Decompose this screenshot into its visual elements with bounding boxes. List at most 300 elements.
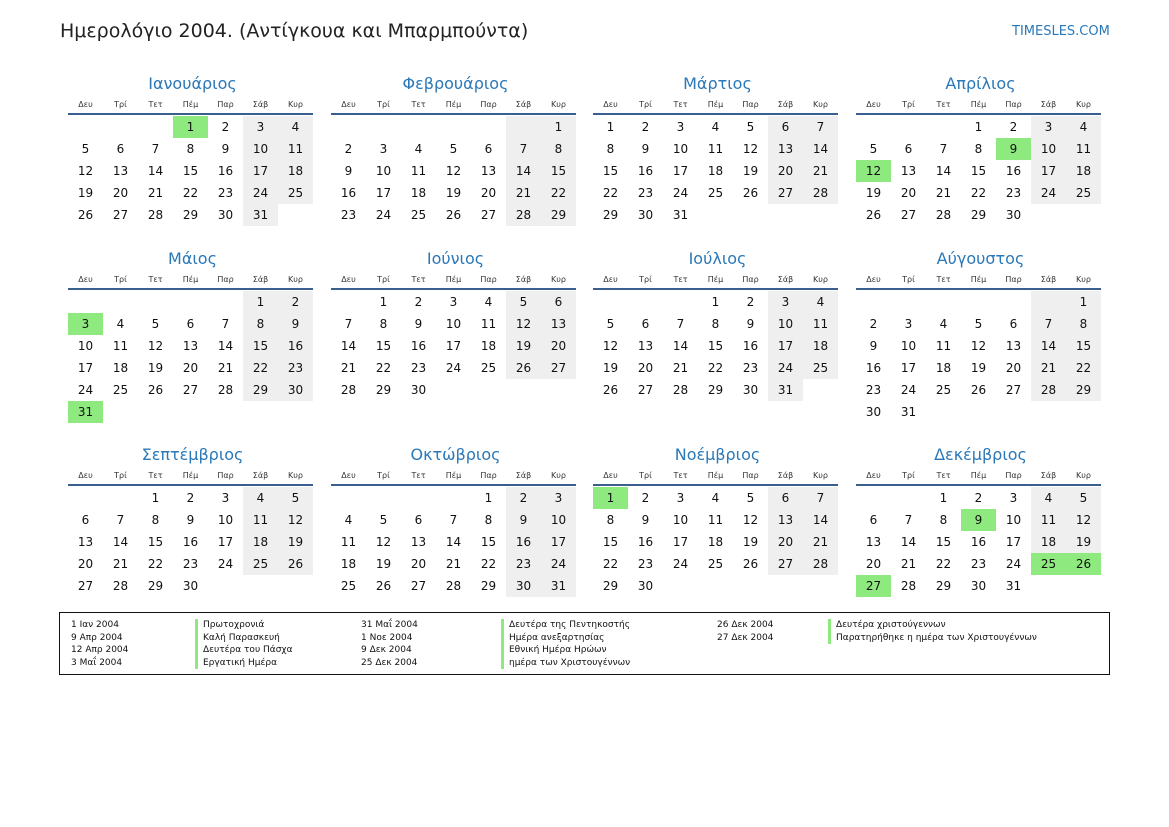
empty-day-cell — [856, 116, 891, 138]
day-cell: 22 — [935, 557, 952, 571]
weekday-label: Τετ — [936, 471, 951, 480]
day-cell: 1 — [484, 491, 493, 505]
day-cell: 4 — [116, 317, 125, 331]
day-cell: 1 — [541, 116, 576, 138]
weekday-label: Πέμ — [970, 100, 987, 109]
day-cell: 6 — [484, 142, 493, 156]
empty-day-cell — [331, 487, 366, 509]
day-cell: 3 — [1031, 116, 1066, 138]
legend-holiday-name: Δευτέρα χριστούγεννων — [828, 619, 1037, 632]
day-cell: 17 — [243, 160, 278, 182]
day-cell: 8 — [541, 138, 576, 160]
day-cell: 19 — [506, 335, 541, 357]
weekday-label: Τρί — [902, 100, 915, 109]
day-cell: 10 — [445, 317, 462, 331]
month-calendar — [70, 248, 315, 423]
day-cell: 3 — [768, 291, 803, 313]
day-cell: 16 — [970, 535, 987, 549]
weekday-label: Πέμ — [970, 471, 987, 480]
empty-day-cell — [996, 401, 1031, 423]
day-cell: 31 — [900, 405, 917, 419]
day-cell: 7 — [151, 142, 160, 156]
legend-date: 1 Νοε 2004 — [361, 632, 413, 643]
day-cell: 12 — [445, 164, 462, 178]
day-cell: 17 — [217, 535, 234, 549]
weekday-header — [68, 99, 315, 113]
day-cell: 12 — [742, 513, 759, 527]
weekday-label: Τρί — [902, 471, 915, 480]
day-cell: 16 — [637, 164, 654, 178]
day-cell: 30 — [278, 379, 313, 401]
day-cell: 25 — [410, 208, 427, 222]
day-cell: 6 — [116, 142, 125, 156]
legend-holiday-name: Ημέρα ανεξαρτησίας — [501, 632, 630, 645]
day-cell: 26 — [506, 357, 541, 379]
empty-day-cell — [103, 291, 138, 313]
legend-names-col2 — [501, 619, 630, 669]
day-cell: 31 — [541, 575, 576, 597]
day-cell: 1 — [939, 491, 948, 505]
legend-holiday-name: Καλή Παρασκευή — [195, 632, 293, 645]
day-cell: 21 — [340, 361, 357, 375]
weekday-header — [856, 99, 1103, 113]
weekday-label: Τρί — [377, 471, 390, 480]
day-cell: 20 — [410, 557, 427, 571]
day-grid — [856, 116, 1103, 226]
weekday-label: Παρ — [742, 275, 759, 284]
day-cell: 15 — [480, 535, 497, 549]
day-cell: 2 — [221, 120, 230, 134]
day-cell: 10 — [77, 339, 94, 353]
day-cell: 27 — [900, 208, 917, 222]
day-cell: 22 — [1066, 357, 1101, 379]
weekday-label: Δευ — [341, 275, 356, 284]
day-cell: 20 — [1005, 361, 1022, 375]
month-title: Ιούλιος — [688, 249, 747, 268]
day-cell: 14 — [506, 160, 541, 182]
weekday-label: Δευ — [603, 471, 618, 480]
day-cell: 30 — [506, 575, 541, 597]
empty-day-cell — [68, 116, 103, 138]
day-cell: 21 — [672, 361, 689, 375]
day-grid — [331, 487, 578, 597]
header-rule — [856, 113, 1101, 115]
day-cell: 20 — [768, 160, 803, 182]
day-cell: 8 — [606, 513, 615, 527]
day-cell: 3 — [676, 491, 685, 505]
day-cell: 24 — [672, 557, 689, 571]
weekday-header — [593, 274, 840, 288]
day-cell: 20 — [637, 361, 654, 375]
empty-day-cell — [243, 575, 278, 597]
day-cell: 28 — [340, 383, 357, 397]
day-cell: 9 — [344, 164, 353, 178]
legend-names-col3 — [828, 619, 1037, 644]
day-cell: 1 — [151, 491, 160, 505]
weekday-label: Σάβ — [1040, 100, 1057, 109]
day-cell: 20 — [768, 531, 803, 553]
day-cell: 18 — [935, 361, 952, 375]
empty-day-cell — [103, 401, 138, 423]
day-cell: 17 — [445, 339, 462, 353]
month-title: Σεπτέμβριος — [141, 445, 244, 464]
day-cell: 19 — [147, 361, 164, 375]
day-cell: 30 — [970, 579, 987, 593]
day-cell: 5 — [746, 491, 755, 505]
empty-day-cell — [891, 291, 926, 313]
empty-day-cell — [506, 379, 541, 401]
site-link[interactable]: TIMESLES.COM — [1012, 24, 1110, 39]
day-cell: 11 — [480, 317, 497, 331]
weekday-label: Τετ — [411, 275, 426, 284]
weekday-label: Κυρ — [288, 471, 303, 480]
day-cell: 19 — [742, 535, 759, 549]
day-cell: 18 — [1066, 160, 1101, 182]
empty-day-cell — [1031, 204, 1066, 226]
day-cell: 13 — [768, 509, 803, 531]
day-cell: 24 — [217, 557, 234, 571]
weekday-label: Δευ — [78, 471, 93, 480]
header-rule — [856, 484, 1101, 486]
day-cell: 21 — [217, 361, 234, 375]
weekday-label: Παρ — [1005, 471, 1022, 480]
weekday-label: Παρ — [480, 275, 497, 284]
day-cell: 17 — [768, 335, 803, 357]
empty-day-cell — [243, 401, 278, 423]
day-cell: 16 — [865, 361, 882, 375]
day-grid — [68, 116, 315, 226]
empty-day-cell — [401, 116, 436, 138]
weekday-label: Δευ — [866, 471, 881, 480]
empty-day-cell — [926, 291, 961, 313]
day-cell: 4 — [711, 491, 720, 505]
weekday-label: Τετ — [673, 100, 688, 109]
month-calendar — [858, 444, 1103, 597]
day-cell: 3 — [449, 295, 458, 309]
day-cell: 16 — [278, 335, 313, 357]
day-cell: 2 — [344, 142, 353, 156]
legend-holiday-name: ημέρα των Χριστουγέννων — [501, 657, 630, 670]
weekday-label: Τρί — [377, 275, 390, 284]
day-cell: 3 — [221, 491, 230, 505]
day-cell: 28 — [147, 208, 164, 222]
day-cell: 6 — [414, 513, 423, 527]
empty-day-cell — [68, 291, 103, 313]
day-cell: 31 — [243, 204, 278, 226]
day-cell: 16 — [217, 164, 234, 178]
weekday-label: Τετ — [411, 100, 426, 109]
legend-dates-col2 — [361, 619, 418, 669]
day-cell: 29 — [707, 383, 724, 397]
day-cell: 27 — [182, 383, 199, 397]
weekday-label: Σάβ — [252, 100, 269, 109]
empty-day-cell — [208, 575, 243, 597]
day-cell: 16 — [1005, 164, 1022, 178]
day-cell: 9 — [186, 513, 195, 527]
day-grid — [593, 291, 840, 401]
day-cell: 25 — [278, 182, 313, 204]
day-cell: 8 — [711, 317, 720, 331]
day-cell: 9 — [869, 339, 878, 353]
day-cell: 18 — [707, 164, 724, 178]
day-cell: 25 — [112, 383, 129, 397]
day-cell: 6 — [768, 116, 803, 138]
day-cell: 24 — [768, 357, 803, 379]
month-title: Οκτώβριος — [410, 445, 501, 464]
header-rule — [331, 484, 576, 486]
weekday-header — [331, 274, 578, 288]
day-cell: 3 — [68, 313, 103, 335]
day-cell: 13 — [410, 535, 427, 549]
day-cell: 11 — [1066, 138, 1101, 160]
day-cell: 25 — [707, 557, 724, 571]
empty-day-cell — [733, 204, 768, 226]
empty-day-cell — [103, 116, 138, 138]
day-cell: 10 — [375, 164, 392, 178]
day-cell: 2 — [278, 291, 313, 313]
day-cell: 22 — [243, 357, 278, 379]
day-cell: 8 — [974, 142, 983, 156]
weekday-label: Τετ — [936, 275, 951, 284]
empty-day-cell — [803, 575, 838, 597]
day-cell: 3 — [904, 317, 913, 331]
weekday-label: Πέμ — [445, 471, 462, 480]
day-cell: 9 — [278, 313, 313, 335]
day-cell: 23 — [637, 186, 654, 200]
day-cell: 8 — [186, 142, 195, 156]
day-cell: 25 — [1031, 553, 1066, 575]
day-cell: 30 — [637, 579, 654, 593]
day-cell: 23 — [182, 557, 199, 571]
day-cell: 15 — [970, 164, 987, 178]
weekday-label: Κυρ — [288, 100, 303, 109]
empty-day-cell — [471, 379, 506, 401]
day-cell: 6 — [869, 513, 878, 527]
day-grid — [593, 487, 840, 597]
header-rule — [856, 288, 1101, 290]
day-cell: 26 — [602, 383, 619, 397]
day-cell: 23 — [506, 553, 541, 575]
holiday-legend — [59, 612, 1110, 675]
day-cell: 15 — [182, 164, 199, 178]
day-cell: 12 — [77, 164, 94, 178]
day-cell: 28 — [112, 579, 129, 593]
legend-holiday-name: Εργατική Ημέρα — [195, 657, 293, 670]
day-cell: 11 — [278, 138, 313, 160]
day-cell: 8 — [484, 513, 493, 527]
day-cell: 22 — [602, 557, 619, 571]
weekday-label: Παρ — [480, 100, 497, 109]
day-cell: 11 — [243, 509, 278, 531]
day-cell: 7 — [803, 487, 838, 509]
day-cell: 20 — [480, 186, 497, 200]
day-cell: 5 — [606, 317, 615, 331]
day-cell: 9 — [414, 317, 423, 331]
day-cell: 27 — [1005, 383, 1022, 397]
day-cell: 17 — [900, 361, 917, 375]
day-cell: 29 — [970, 208, 987, 222]
day-cell: 13 — [1005, 339, 1022, 353]
weekday-label: Κυρ — [1076, 275, 1091, 284]
day-cell: 27 — [77, 579, 94, 593]
month-title: Μάρτιος — [683, 74, 752, 93]
day-cell: 7 — [1031, 313, 1066, 335]
day-cell: 15 — [541, 160, 576, 182]
day-cell: 14 — [935, 164, 952, 178]
empty-day-cell — [366, 116, 401, 138]
legend-dates-col1 — [71, 619, 128, 669]
weekday-label: Παρ — [742, 471, 759, 480]
empty-day-cell — [541, 379, 576, 401]
day-cell: 14 — [445, 535, 462, 549]
day-cell: 23 — [278, 357, 313, 379]
day-cell: 21 — [935, 186, 952, 200]
weekday-label: Πέμ — [182, 471, 199, 480]
day-cell: 28 — [935, 208, 952, 222]
day-cell: 18 — [707, 535, 724, 549]
day-cell: 1 — [974, 120, 983, 134]
day-cell: 15 — [707, 339, 724, 353]
day-cell: 23 — [410, 361, 427, 375]
empty-day-cell — [1031, 575, 1066, 597]
weekday-label: Δευ — [78, 100, 93, 109]
month-calendar — [333, 248, 578, 401]
day-grid — [68, 487, 315, 597]
day-cell: 23 — [340, 208, 357, 222]
page-title: Ημερολόγιο 2004. (Αντίγκουα και Μπαρμπούντα) — [60, 20, 529, 42]
day-cell: 11 — [707, 142, 724, 156]
day-cell: 9 — [996, 138, 1031, 160]
day-cell: 4 — [1066, 116, 1101, 138]
day-cell: 10 — [672, 142, 689, 156]
day-cell: 12 — [602, 339, 619, 353]
empty-day-cell — [593, 291, 628, 313]
day-cell: 25 — [480, 361, 497, 375]
day-cell: 14 — [1031, 335, 1066, 357]
day-cell: 11 — [340, 535, 357, 549]
day-cell: 30 — [217, 208, 234, 222]
day-cell: 11 — [935, 339, 952, 353]
empty-day-cell — [961, 401, 996, 423]
day-cell: 11 — [1031, 509, 1066, 531]
legend-holiday-name: Παρατηρήθηκε η ημέρα των Χριστουγέννων — [828, 632, 1037, 645]
month-title: Μάιος — [168, 249, 217, 268]
weekday-header — [331, 470, 578, 484]
weekday-label: Σάβ — [777, 100, 794, 109]
day-cell: 17 — [375, 186, 392, 200]
month-calendar — [70, 444, 315, 597]
day-cell: 22 — [480, 557, 497, 571]
day-cell: 10 — [1031, 138, 1066, 160]
weekday-label: Πέμ — [445, 100, 462, 109]
day-cell: 7 — [676, 317, 685, 331]
legend-dates-col3 — [717, 619, 773, 644]
weekday-label: Πέμ — [445, 275, 462, 284]
day-cell: 16 — [742, 339, 759, 353]
day-cell: 6 — [904, 142, 913, 156]
day-cell: 20 — [865, 557, 882, 571]
header-rule — [593, 288, 838, 290]
day-cell: 5 — [869, 142, 878, 156]
legend-date: 27 Δεκ 2004 — [717, 632, 774, 643]
day-cell: 17 — [672, 164, 689, 178]
empty-day-cell — [208, 291, 243, 313]
weekday-label: Δευ — [866, 100, 881, 109]
day-cell: 17 — [541, 531, 576, 553]
day-cell: 7 — [449, 513, 458, 527]
header-rule — [593, 113, 838, 115]
day-cell: 24 — [900, 383, 917, 397]
day-cell: 23 — [742, 361, 759, 375]
month-title: Δεκέμβριος — [934, 445, 1027, 464]
weekday-header — [68, 274, 315, 288]
day-cell: 18 — [1031, 531, 1066, 553]
legend-date: 25 Δεκ 2004 — [361, 657, 418, 668]
day-cell: 11 — [803, 313, 838, 335]
day-cell: 2 — [506, 487, 541, 509]
empty-day-cell — [68, 487, 103, 509]
day-cell: 19 — [602, 361, 619, 375]
day-cell: 18 — [112, 361, 129, 375]
month-title: Φεβρουάριος — [402, 74, 509, 93]
day-cell: 12 — [970, 339, 987, 353]
day-cell: 12 — [742, 142, 759, 156]
empty-day-cell — [803, 204, 838, 226]
empty-day-cell — [856, 291, 891, 313]
day-cell: 10 — [900, 339, 917, 353]
day-cell: 22 — [182, 186, 199, 200]
day-cell: 5 — [746, 120, 755, 134]
day-cell: 28 — [506, 204, 541, 226]
day-cell: 14 — [217, 339, 234, 353]
day-cell: 8 — [379, 317, 388, 331]
weekday-label: Παρ — [217, 275, 234, 284]
day-cell: 15 — [147, 535, 164, 549]
day-cell: 1 — [1066, 291, 1101, 313]
empty-day-cell — [506, 116, 541, 138]
weekday-label: Τρί — [114, 275, 127, 284]
day-cell: 21 — [112, 557, 129, 571]
day-cell: 22 — [375, 361, 392, 375]
weekday-label: Τρί — [902, 275, 915, 284]
weekday-label: Τετ — [936, 100, 951, 109]
day-cell: 19 — [445, 186, 462, 200]
day-cell: 13 — [480, 164, 497, 178]
empty-day-cell — [1066, 204, 1101, 226]
empty-day-cell — [628, 291, 663, 313]
day-cell: 8 — [151, 513, 160, 527]
day-cell: 29 — [375, 383, 392, 397]
day-cell: 11 — [410, 164, 427, 178]
day-cell: 10 — [217, 513, 234, 527]
month-calendar — [333, 73, 578, 226]
day-cell: 3 — [541, 487, 576, 509]
empty-day-cell — [663, 575, 698, 597]
day-cell: 4 — [344, 513, 353, 527]
legend-date: 1 Ιαν 2004 — [71, 620, 119, 630]
day-cell: 29 — [182, 208, 199, 222]
day-cell: 29 — [243, 379, 278, 401]
day-cell: 2 — [186, 491, 195, 505]
day-cell: 28 — [900, 579, 917, 593]
month-title: Αύγουστος — [936, 249, 1025, 268]
day-cell: 27 — [768, 182, 803, 204]
day-cell: 29 — [935, 579, 952, 593]
empty-day-cell — [733, 575, 768, 597]
month-title: Απρίλιος — [945, 74, 1016, 93]
empty-day-cell — [1066, 575, 1101, 597]
day-cell: 31 — [768, 379, 803, 401]
